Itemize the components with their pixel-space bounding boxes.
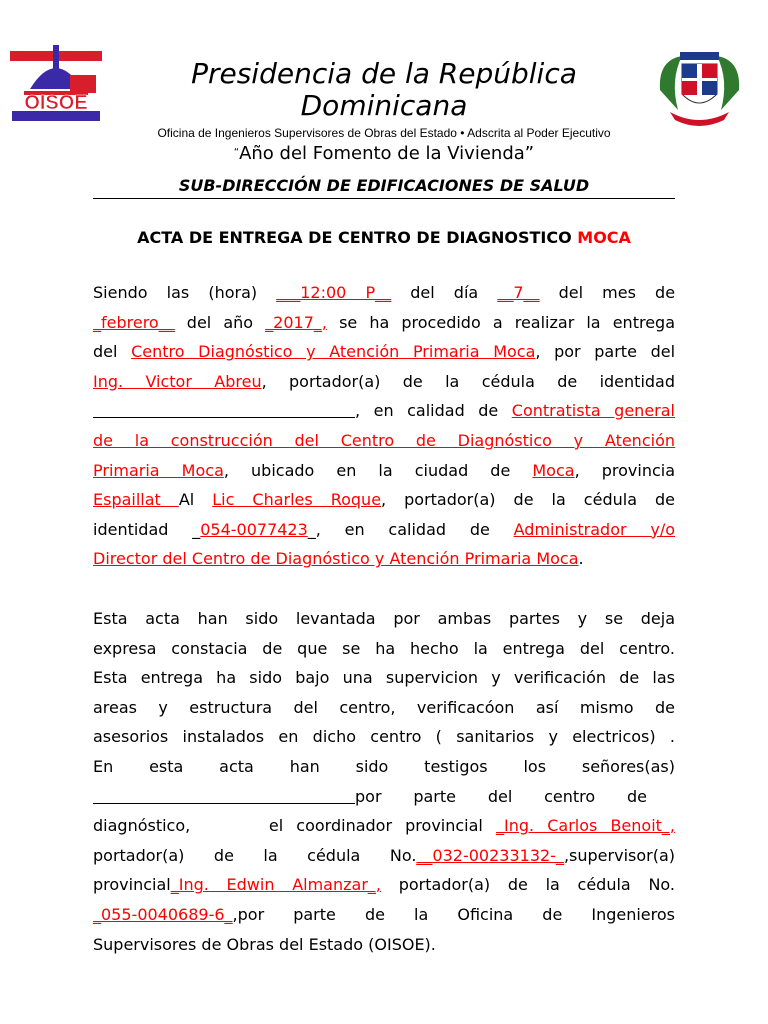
text-segment: Siendo las (hora) — [93, 283, 277, 302]
province-name: Espaillat — [93, 490, 179, 510]
text-segment: del mes de — [539, 283, 676, 302]
text-segment: del — [93, 342, 132, 362]
text-segment: ,supervisor(a) — [563, 845, 675, 865]
heading-text: ACTA DE ENTREGA DE CENTRO DE DIAGNOSTICO — [137, 228, 572, 247]
motto-open-quote: “ — [233, 147, 240, 158]
contractor-role-end: Primaria Moca — [93, 460, 224, 480]
contractor-role: Contratista general — [511, 401, 675, 421]
delivery-month: _febrero__ — [93, 312, 175, 332]
text-segment: provincial — [93, 875, 171, 895]
text-segment: , portador(a) de la cédula de — [381, 490, 675, 510]
blank-id-line — [93, 401, 355, 418]
coordinator-name: _Ing. Carlos Benoit_, — [496, 816, 676, 836]
administrator-role-cont: Director del Centro de Diagnóstico y Atención Primaria Moca — [93, 549, 579, 569]
text-segment: portador(a) de la cédula No. — [381, 875, 676, 895]
heading-place: MOCA — [577, 228, 631, 247]
coat-of-arms-emblem — [652, 50, 747, 128]
blank-witness-line — [93, 787, 355, 804]
text-segment: Al — [178, 490, 213, 510]
year-motto — [120, 141, 648, 166]
text-segment: identidad _ — [93, 519, 201, 539]
text-segment: del año — [174, 312, 266, 332]
text-line: Esta entrega ha sido bajo una supervicion y verificación de las — [93, 668, 675, 688]
text-segment: portador(a) de la cédula No. — [93, 845, 417, 865]
contractor-role-cont: de la construcción del Centro de Diagnóstico y Atención — [93, 430, 675, 450]
agency-subtitle: Oficina de Ingenieros Supervisores de Obras del Estado • Adscrita al Poder Ejecutivo — [157, 126, 611, 140]
text-segment: ,por parte de la Oficina de Ingenieros — [232, 904, 675, 924]
svg-text:OISOE: OISOE — [24, 92, 88, 114]
administrator-name: Lic Charles Roque — [212, 490, 382, 510]
delivery-paragraph — [93, 278, 675, 574]
header-divider — [93, 198, 675, 199]
text-segment: , provincia — [574, 460, 676, 480]
text-segment: _, en calidad de — [307, 519, 514, 539]
supervisor-cedula: _055-0040689-6_ — [93, 904, 233, 924]
text-segment: diagnóstico, el coordinador provincial — [93, 816, 496, 836]
delivery-time: ___12:00 P__ — [276, 283, 392, 302]
supervisor-name: _Ing. Edwin Almanzar_, — [170, 875, 381, 895]
witness-paragraph — [93, 604, 675, 959]
oisoe-logo — [10, 45, 102, 127]
coordinator-cedula: __032-00233132-_ — [416, 845, 564, 865]
text-line: areas y estructura del centro, verificacóon así mismo de — [93, 697, 675, 717]
motto-text: Año del Fomento de la Vivienda” — [239, 143, 535, 164]
document-heading — [93, 227, 675, 249]
text-segment: . — [578, 549, 584, 569]
text-segment: , portador(a) de la cédula de identidad — [261, 371, 675, 391]
text-segment: , en calidad de — [355, 401, 512, 421]
text-segment: , por parte del — [535, 342, 676, 362]
delivery-year: _2017_, — [265, 312, 327, 332]
administrator-id: 054-0077423 — [200, 519, 308, 539]
text-line: asesorios instalados en dicho centro ( sanitarios y electricos) . — [93, 727, 675, 747]
engineer-name: Ing. Victor Abreu — [93, 371, 262, 391]
subdirection-heading: SUB-DIRECCIÓN DE EDIFICACIONES DE SALUD — [178, 176, 590, 195]
delivery-day: __7__ — [497, 283, 540, 302]
administrator-role: Administrador y/o — [513, 519, 676, 539]
page-title: Presidencia de la República Dominicana — [191, 57, 577, 122]
text-line: Esta acta han sido levantada por ambas partes y se deja — [93, 609, 675, 628]
text-segment: se ha procedido a realizar la entrega — [326, 312, 675, 332]
text-segment: , ubicado en la ciudad de — [223, 460, 533, 480]
text-segment: por parte del centro de — [355, 786, 647, 806]
text-line: En esta acta han sido testigos los señores(as) — [93, 756, 675, 776]
city-name: Moca — [532, 460, 575, 480]
text-line: Supervisores de Obras del Estado (OISOE). — [93, 934, 436, 954]
center-name: Centro Diagnóstico y Atención Primaria Moca — [131, 342, 536, 362]
text-line: expresa constacia de que se ha hecho la entrega del centro. — [93, 638, 675, 658]
text-segment: del día — [391, 283, 498, 302]
